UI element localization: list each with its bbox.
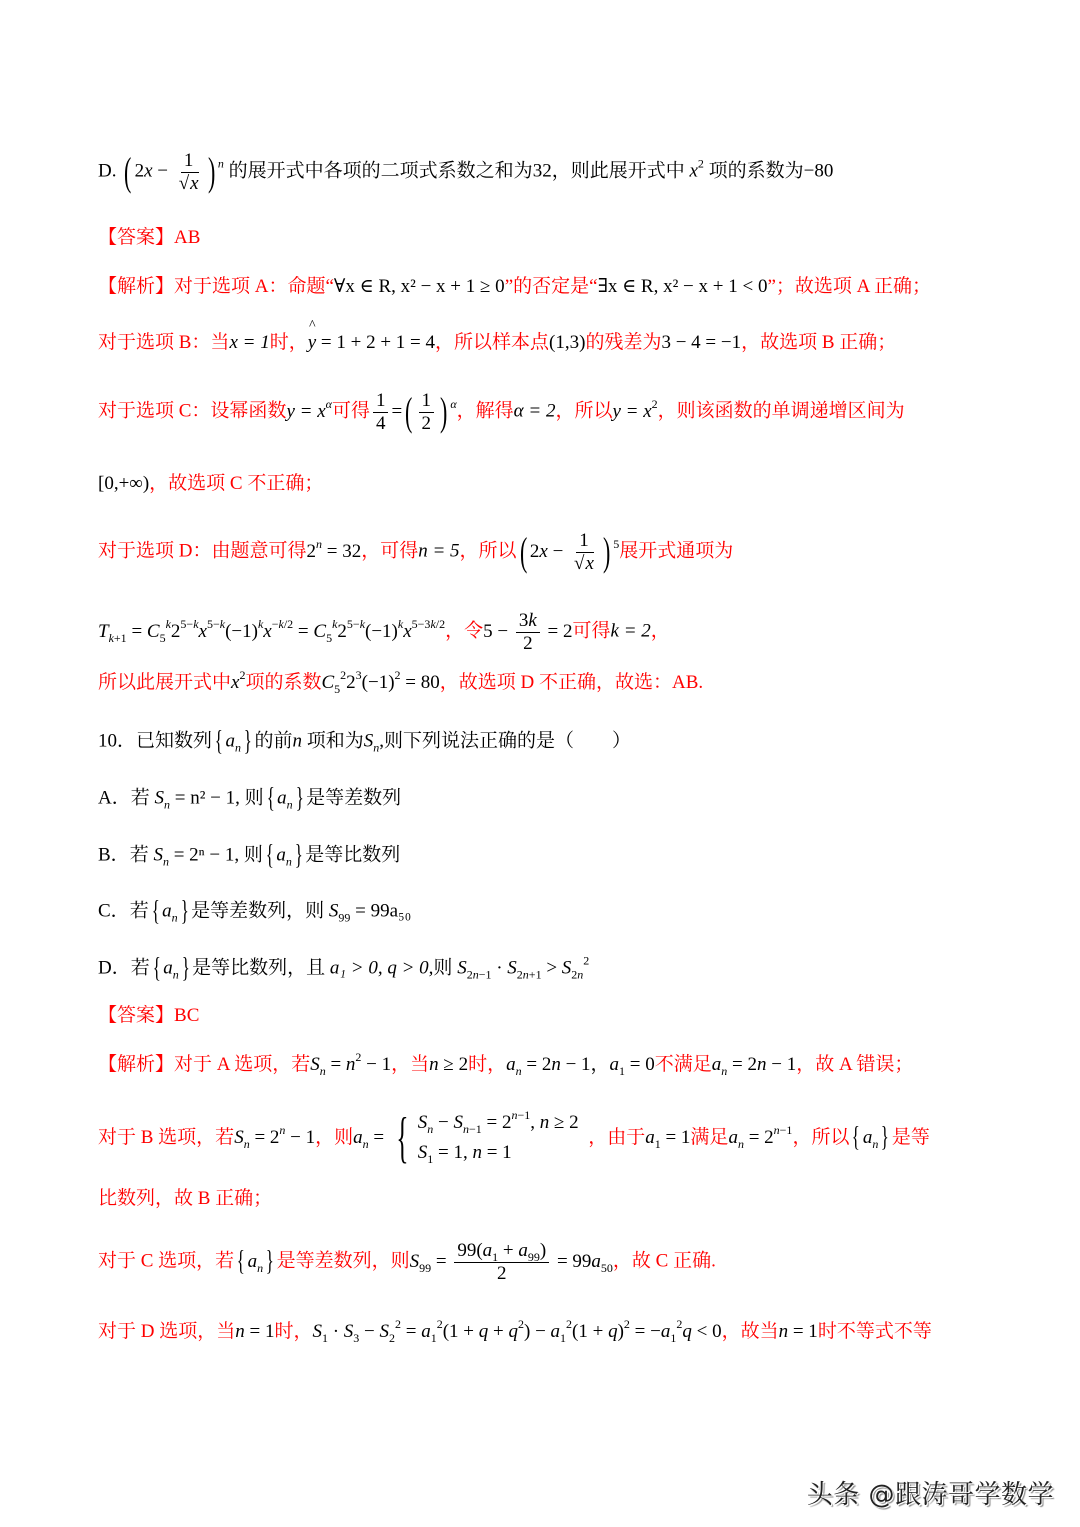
- answer-tag: 【答案】: [98, 1005, 175, 1026]
- math-expr: = 2ⁿ − 1,: [173, 844, 240, 866]
- math-expr: 3 − 4 = −1: [661, 332, 742, 353]
- math-expr: a₁ > 0, q > 0,: [329, 957, 434, 979]
- q10-analysis-b: 对于 B 选项，若$S_n = 2^n - 1$，则$a_n$ = { $S_n - S_{n-1} = 2^{n-1}$, n ≥ 2 $S_1 = 1$, n = 1 ，由于$a_1 = 1$满足$a_n = 2^{n-1}$，所以{ $a_n$} 是等: [98, 1107, 930, 1170]
- q10-analysis-b2: 比数列，故 B 正确；: [98, 1188, 273, 1209]
- q9-analysis-d2: $T_{k+1} = C_5^k2^{5-k}x^{5-k}(-1)^kx^{-k/2} = C_5^k2^{5-k}(-1)^kx^{5-3k/2}$，令5 − $\frac{3k}{2}$ = 2可得k = 2，: [98, 610, 670, 654]
- math-expr: y = x: [286, 400, 326, 422]
- q9-analysis-c: 对于选项 C：设幂函数$y = x^\alpha$可得 $\frac{1}{4}$ =( $\frac{1}{2}$ ) $^\alpha$，解得α = 2，所以$y = x^2$，则该函数的单调递增区间为: [98, 389, 905, 435]
- q9-analysis-d3: 所以此展开式中$x^2$项的系数$C_5^22^3(-1)^2 = 80$，故选项 D 不正确，故选：AB.: [98, 668, 704, 696]
- watermark: 头条 @跟涛哥学数学: [806, 1480, 1054, 1510]
- option-label: D.: [98, 160, 117, 182]
- q10-analysis-c: 对于 C 选项，若{ $a_n$} 是等差数列，则$S_{99}$ = $\frac{99(a_1 + a_{99})}{2}$ = $99a_{50}$，故 C 正确.: [98, 1240, 716, 1284]
- math-expr: ∀x ∈ R, x² − x + 1 ≥ 0: [333, 276, 505, 297]
- q10-option-b: B．若 $S_n = 2^n - 1$, 则{ $a_n$} 是等比数列: [98, 840, 401, 871]
- math-expr: [0,+∞): [98, 473, 150, 494]
- answer-value: AB: [174, 227, 201, 248]
- general-term: $T_{k+1} = C_5^k2^{5-k}x^{5-k}(-1)^kx^{-k/2} = C_5^k2^{5-k}(-1)^kx^{5-3k/2}$: [98, 616, 446, 645]
- option-text: 的展开式中各项的二项式系数之和为: [228, 160, 533, 182]
- q10-option-c: C．若{ $a_n$} 是等差数列，则 $S_{99} = 99a_{50}$: [98, 896, 412, 927]
- fraction: $\frac{1}{√x}$: [178, 150, 199, 194]
- math-expr: ∃x ∈ R, x² − x + 1 < 0: [597, 276, 768, 297]
- math-expr: = 32: [326, 540, 362, 562]
- math-expr: = n² − 1,: [174, 787, 240, 809]
- q10-answer: [98, 1006, 199, 1025]
- option-label: D．: [98, 957, 131, 979]
- answer-tag: 【答案】: [98, 227, 175, 248]
- value: 32: [532, 160, 552, 182]
- math-expr: k = 2: [610, 620, 651, 642]
- math-expr: n = 5: [418, 540, 460, 562]
- q10-analysis-a: 【解析】对于 A 选项，若$S_n = n^2 - 1$，当n ≥ 2时，$a_n = 2n - 1$，$a_1 = 0$不满足$a_n = 2n - 1$，故 A 错误；: [98, 1050, 914, 1078]
- math-expr: α = 2: [513, 400, 556, 422]
- math-expr: y = x: [612, 400, 652, 422]
- analysis-tag: 【解析】: [98, 276, 175, 297]
- q9-answer: [98, 228, 200, 247]
- q10-option-d: D．若{ $a_n$} 是等比数列，且 a₁ > 0, q > 0,则 $S_{2n-1} \cdot S_{2n+1} > S_{2n}^2$: [98, 953, 590, 984]
- math-expr: = 1 + 2 + 1 = 4: [320, 332, 436, 353]
- q9-option-d: D. ( 2x − $\frac{1}{√x}$ ) $^n$ 的展开式中各项的二项式系数之和为32，则此展开式中 $x^2$ 项的系数为−80: [98, 149, 834, 195]
- paren: (: [124, 149, 132, 195]
- math-expr: = 80: [405, 672, 440, 693]
- analysis-tag: 【解析】: [98, 1054, 175, 1075]
- q9-analysis-d: 对于选项 D：由题意可得2$^n$ = 32，可得n = 5，所以( 2x − $\frac{1}{√x}$ ) $^5$展开式通项为: [98, 529, 734, 575]
- q9-analysis-a: 【解析】对于选项 A：命题“∀x ∈ R, x² − x + 1 ≥ 0”的否定是“∃x ∈ R, x² − x + 1 < 0”；故选项 A 正确；: [98, 276, 932, 297]
- q10-stem: 10．已知数列{ $a_n$} 的前n 项和为$S_n$,则下列说法正确的是（ ）: [98, 726, 631, 757]
- math-expr: = 99a₅₀: [355, 900, 412, 922]
- q10-analysis-d: 对于 D 选项，当n = 1时，$S_1 \cdot S_3 - S_2^2 = a_1^2(1 + q + q^2) - a_1^2(1 + q)^2 = -a_1^2q < 0$，故当n = 1时不等式不等: [98, 1317, 932, 1345]
- question-number: 10．: [98, 730, 137, 752]
- option-label: A．: [98, 787, 131, 809]
- math-expr: x = 1: [229, 332, 270, 353]
- answer-value: BC: [174, 1005, 200, 1026]
- value: −80: [803, 160, 834, 182]
- q9-analysis-b: 对于选项 B：当x = 1时，^ y = 1 + 2 + 1 = 4，所以样本点(1,3)的残差为3 − 4 = −1，故选项 B 正确；: [98, 333, 896, 352]
- math-expr: (1,3): [549, 332, 586, 353]
- option-label: C．: [98, 900, 130, 922]
- q9-analysis-c2: [0,+∞)，故选项 C 不正确；: [98, 473, 324, 494]
- q10-option-a: A．若 $S_n = n^2 - 1$, 则{ $a_n$} 是等差数列: [98, 783, 402, 814]
- option-label: B．: [98, 844, 130, 866]
